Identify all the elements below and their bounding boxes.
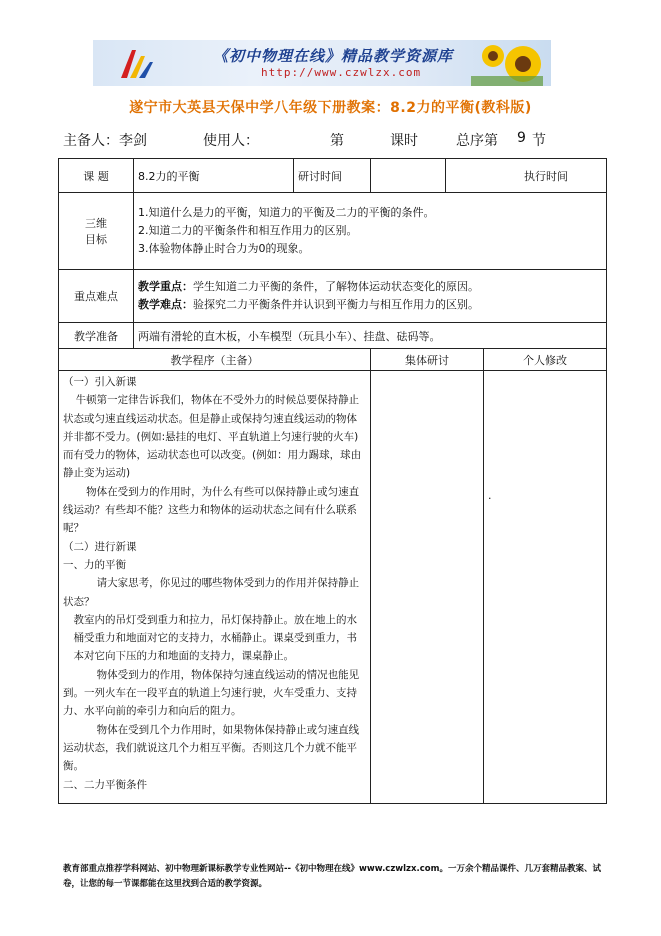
- sunflower-icon: [471, 42, 543, 86]
- procedure-paragraph: 物体在受到几个力作用时，如果物体保持静止或匀速直线运动状态，我们就说这几个力相互平衡。否则这几个力就不能平衡。: [63, 723, 360, 773]
- key-difficulty-text: 验探究二力平衡条件并认识到平衡力与相互作用力的区别。: [193, 298, 479, 311]
- goal-item: 1.知道什么是力的平衡，知道力的平衡及二力的平衡的条件。: [138, 206, 435, 219]
- goals-label-line-1: 三维: [85, 217, 107, 230]
- procedure-paragraph: 请大家思考，你见过的哪些物体受到力的作用并保持静止状态？: [63, 577, 360, 608]
- prep-row: [59, 323, 607, 349]
- serial-label: 总序第: [456, 133, 498, 149]
- serial-unit: 节: [532, 133, 546, 149]
- procedure-content: [59, 371, 371, 804]
- serial-number: 9: [517, 130, 526, 146]
- exec-time-label: 执行时间: [446, 159, 607, 193]
- discuss-time-label: 研讨时间: [294, 159, 371, 193]
- topic-value: 8.2力的平衡: [134, 159, 294, 193]
- banner-title: 《初中物理在线》精品教学资源库: [213, 47, 454, 65]
- key-points-row: [59, 270, 607, 323]
- goals-label: [59, 193, 134, 270]
- discuss-mark: .: [488, 489, 492, 502]
- discuss-content: [371, 371, 484, 804]
- key-focus-label: 教学重点：: [138, 280, 193, 293]
- procedure-paragraph: 物体在受到力的作用时，为什么有些可以保持静止或匀速直线运动？有些却不能？这些力和物体的运动状态之间有什么联系呢？: [63, 485, 360, 535]
- topic-row: [59, 159, 607, 193]
- procedure-paragraph: 牛顿第一定律告诉我们，物体在不受外力的时候总要保持静止状态或匀速直线运动状态。但是静止或保持匀速直线运动的物体并非都不受力。(例如:悬挂的电灯、平直轨道上匀速行驶的火车)而有受力的物体，运动状态也可以改变。(例如：用力踢球，球由静止变为运动): [63, 394, 362, 480]
- procedure-header-row: [59, 349, 607, 371]
- user-label: 使用人：: [203, 133, 259, 149]
- prep-value: 两端有滑轮的直木板，小车模型（玩具小车）、挂盘、砝码等。: [134, 323, 607, 349]
- procedure-header: 教学程序（主备）: [59, 349, 371, 371]
- lesson-label: 课时: [390, 133, 418, 149]
- preparer-label: 主备人：李剑: [63, 133, 147, 149]
- section-label: 第: [330, 133, 344, 149]
- goals-label-line-2: 目标: [85, 233, 107, 246]
- goal-item: 3.体验物体静止时合力为0的现象。: [138, 242, 310, 255]
- header-banner: [93, 40, 551, 86]
- key-focus-text: 学生知道二力平衡的条件，了解物体运动状态变化的原因。: [193, 280, 479, 293]
- site-logo-icon: [117, 44, 155, 82]
- discuss-time-value: [371, 159, 446, 193]
- banner-url: http://www.czwlzx.com: [261, 66, 422, 79]
- personal-header: 个人修改: [484, 349, 607, 371]
- key-content: [134, 270, 607, 323]
- procedure-paragraph: （一）引入新课: [63, 376, 137, 388]
- procedure-paragraph: 二、二力平衡条件: [63, 778, 147, 791]
- goals-content: [134, 193, 607, 270]
- goals-row: [59, 193, 607, 270]
- procedure-paragraph: （二）进行新课: [63, 540, 137, 553]
- personal-content: [484, 371, 607, 804]
- topic-label: 课 题: [59, 159, 134, 193]
- prep-label: 教学准备: [59, 323, 134, 349]
- page-footer: 教育部重点推荐学科网站、初中物理新课标教学专业性网站--《初中物理在线》www.czwlzx.com。一万余个精品课件、几万套精品教案、试卷，让您的每一节课都能在这里找到合适的教学资源。: [63, 864, 601, 889]
- key-label: 重点难点: [59, 270, 134, 323]
- key-difficulty-label: 教学难点：: [138, 298, 193, 311]
- discuss-header: 集体研讨: [371, 349, 484, 371]
- procedure-paragraph: 一、力的平衡: [63, 558, 126, 571]
- procedure-paragraph: 物体受到力的作用，物体保持匀速直线运动的情况也能见到。一列火车在一段平直的轨道上匀速行驶，火车受重力、支持力、水平向前的牵引力和向后的阻力。: [63, 668, 360, 718]
- procedure-row: [59, 371, 607, 804]
- document-title: 遂宁市大英县天保中学八年级下册教案：8.2力的平衡(教科版): [129, 100, 532, 116]
- lesson-plan-table: [58, 158, 607, 804]
- procedure-paragraph: 教室内的吊灯受到重力和拉力，吊灯保持静止。放在地上的水桶受重力和地面对它的支持力，水桶静止。课桌受到重力，书本对它向下压的力和地面的支持力，课桌静止。: [73, 613, 357, 663]
- goal-item: 2.知道二力的平衡条件和相互作用力的区别。: [138, 224, 358, 237]
